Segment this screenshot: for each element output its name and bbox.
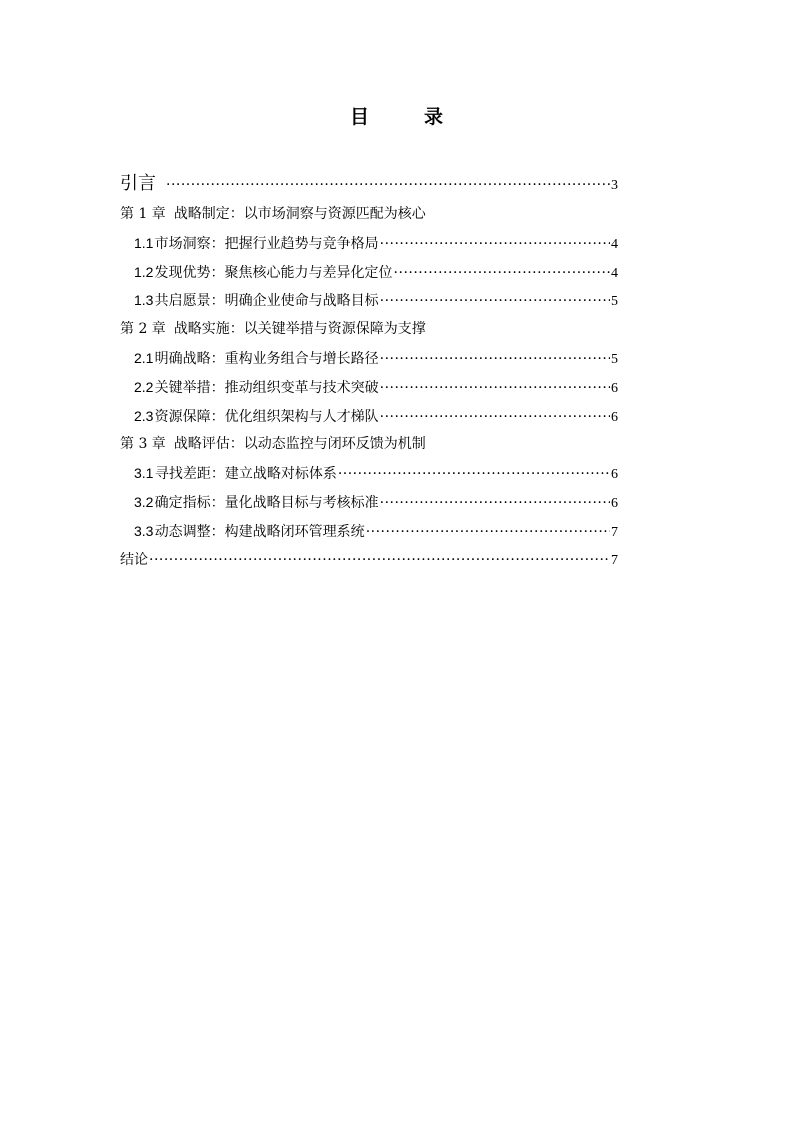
toc-page-number: 6 bbox=[611, 467, 618, 483]
dot-leader bbox=[380, 403, 610, 432]
toc-page-number: 7 bbox=[611, 552, 618, 568]
toc-page-number: 5 bbox=[611, 351, 618, 367]
toc-page-number: 5 bbox=[611, 294, 618, 310]
chapter-number: 第 2 章 bbox=[120, 321, 166, 338]
toc-section-1-2[interactable] bbox=[120, 258, 618, 287]
section-title: 动态调整：构建战略闭环管理系统 bbox=[154, 523, 365, 540]
section-title: 明确战略：重构业务组合与增长路径 bbox=[154, 350, 379, 367]
dot-leader bbox=[380, 345, 610, 374]
dot-leader bbox=[394, 259, 610, 288]
chapter-title: 战略实施：以关键举措与资源保障为支撑 bbox=[173, 321, 426, 338]
toc-page-number: 4 bbox=[611, 265, 618, 281]
toc-section-3-1[interactable] bbox=[120, 459, 618, 488]
section-number: 1.3 bbox=[134, 292, 154, 309]
toc-entry-label: 结论 bbox=[120, 551, 148, 568]
toc-section-2-1[interactable] bbox=[120, 344, 618, 373]
toc-section-1-1[interactable] bbox=[120, 229, 618, 258]
toc-entry-intro[interactable] bbox=[120, 168, 618, 200]
toc-section-3-2[interactable] bbox=[120, 488, 618, 517]
toc-chapter-2[interactable] bbox=[120, 315, 618, 344]
section-title: 资源保障：优化组织架构与人才梯队 bbox=[154, 408, 379, 425]
chapter-number: 第 1 章 bbox=[120, 206, 166, 222]
chapter-title: 战略评估：以动态监控与闭环反馈为机制 bbox=[173, 436, 426, 453]
section-number: 1.1 bbox=[134, 234, 154, 251]
toc-chapter-1[interactable] bbox=[120, 200, 618, 229]
chapter-title: 战略制定：以市场洞察与资源匹配为核心 bbox=[173, 206, 426, 222]
section-number: 2.3 bbox=[134, 407, 154, 424]
toc-chapter-3[interactable] bbox=[120, 430, 618, 459]
dot-leader bbox=[338, 460, 610, 489]
section-title: 市场洞察：把握行业趋势与竞争格局 bbox=[154, 235, 379, 252]
toc-section-1-3[interactable] bbox=[120, 286, 618, 315]
toc-title: 目 录 bbox=[349, 106, 461, 128]
table-of-contents bbox=[120, 168, 618, 574]
toc-page-number: 7 bbox=[611, 524, 618, 540]
toc-page-number: 3 bbox=[611, 178, 618, 193]
section-title: 共启愿景：明确企业使命与战略目标 bbox=[154, 293, 379, 310]
section-title: 寻找差距：建立战略对标体系 bbox=[154, 466, 337, 483]
dot-leader bbox=[380, 374, 610, 403]
chapter-number: 第 3 章 bbox=[120, 436, 166, 453]
dot-leader bbox=[380, 489, 610, 518]
section-number: 3.1 bbox=[134, 465, 154, 482]
toc-page-number: 6 bbox=[611, 380, 618, 396]
section-number: 3.3 bbox=[134, 522, 154, 539]
toc-entry-label: 引言 bbox=[120, 173, 156, 194]
section-number: 2.2 bbox=[134, 378, 154, 395]
section-number: 2.1 bbox=[134, 349, 154, 366]
section-title: 发现优势：聚焦核心能力与差异化定位 bbox=[154, 264, 393, 281]
dot-leader bbox=[149, 546, 610, 575]
section-title: 确定指标：量化战略目标与考核标准 bbox=[154, 494, 379, 511]
toc-page-number: 6 bbox=[611, 495, 618, 511]
section-number: 1.2 bbox=[134, 263, 154, 280]
toc-page-number: 4 bbox=[611, 236, 618, 252]
dot-leader bbox=[380, 287, 610, 316]
toc-section-2-2[interactable] bbox=[120, 373, 618, 402]
toc-page-number: 6 bbox=[611, 409, 618, 425]
section-title: 关键举措：推动组织变革与技术突破 bbox=[154, 379, 379, 396]
dot-leader bbox=[366, 518, 610, 547]
dot-leader bbox=[380, 230, 610, 259]
dot-leader bbox=[166, 169, 610, 201]
toc-entry-conclusion[interactable] bbox=[120, 546, 618, 575]
toc-section-2-3[interactable] bbox=[120, 402, 618, 431]
toc-section-3-3[interactable] bbox=[120, 517, 618, 546]
section-number: 3.2 bbox=[134, 493, 154, 510]
